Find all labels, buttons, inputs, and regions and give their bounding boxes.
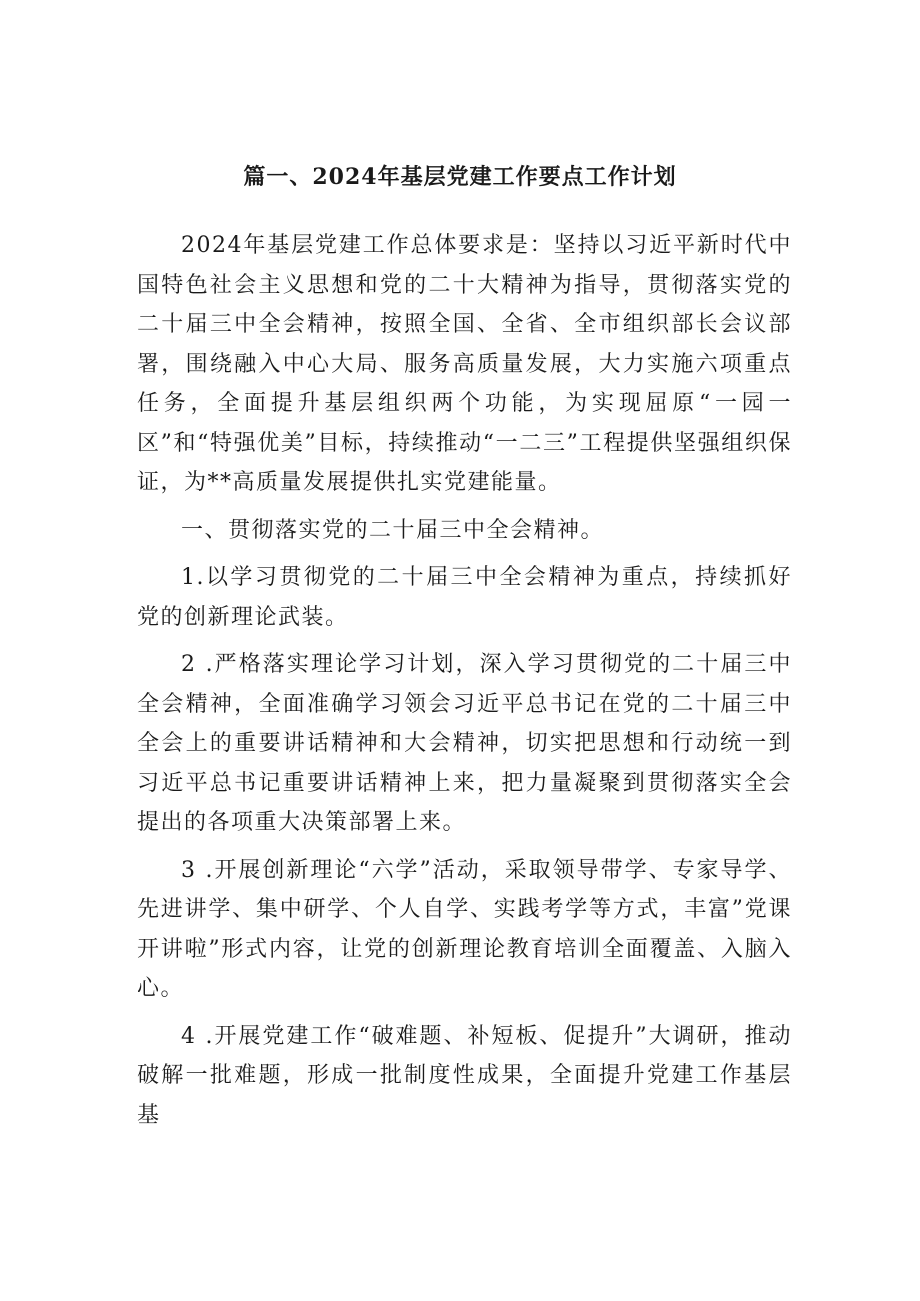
list-item-3: 3 .开展创新理论“六学”活动，采取领导带学、专家导学、先进讲学、集中研学、个人自学、实践考学等方式，丰富”党课开讲啦”形式内容，让党的创新理论教育培训全面覆盖、入脑入心。 <box>137 857 792 1001</box>
document-body <box>137 226 792 1135</box>
list-item-1: 1.以学习贯彻党的二十届三中全会精神为重点，持续抓好党的创新理论武装。 <box>137 565 792 630</box>
section-heading-1: 一、贯彻落实党的二十届三中全会精神。 <box>181 517 605 543</box>
paragraph-general-requirements: 2024年基层党建工作总体要求是：坚持以习近平新时代中国特色社会主义思想和党的二十大精神为指导，贯彻落实党的二十届三中全会精神，按照全国、全省、全市组织部长会议部署，围绕融入中心大局、服务高质量发展，大力实施六项重点任务，全面提升基层组织两个功能，为实现屈原“一园一区”和“特强优美”目标，持续推动“一二三”工程提供坚强组织保证，为**高质量发展提供扎实党建能量。 <box>137 233 792 495</box>
list-item-4: 4 .开展党建工作“破难题、补短板、促提升”大调研，推动破解一批难题，形成一批制度性成果，全面提升党建工作基层基 <box>137 1023 792 1128</box>
document-title: 篇一、2024年基层党建工作要点工作计划 <box>243 164 677 190</box>
list-item-2: 2 .严格落实理论学习计划，深入学习贯彻党的二十届三中全会精神，全面准确学习领会习近平总书记在党的二十届三中全会上的重要讲话精神和大会精神，切实把思想和行动统一到习近平总书记重要讲话精神上来，把力量凝聚到贯彻落实全会提出的各项重大决策部署上来。 <box>137 652 792 835</box>
